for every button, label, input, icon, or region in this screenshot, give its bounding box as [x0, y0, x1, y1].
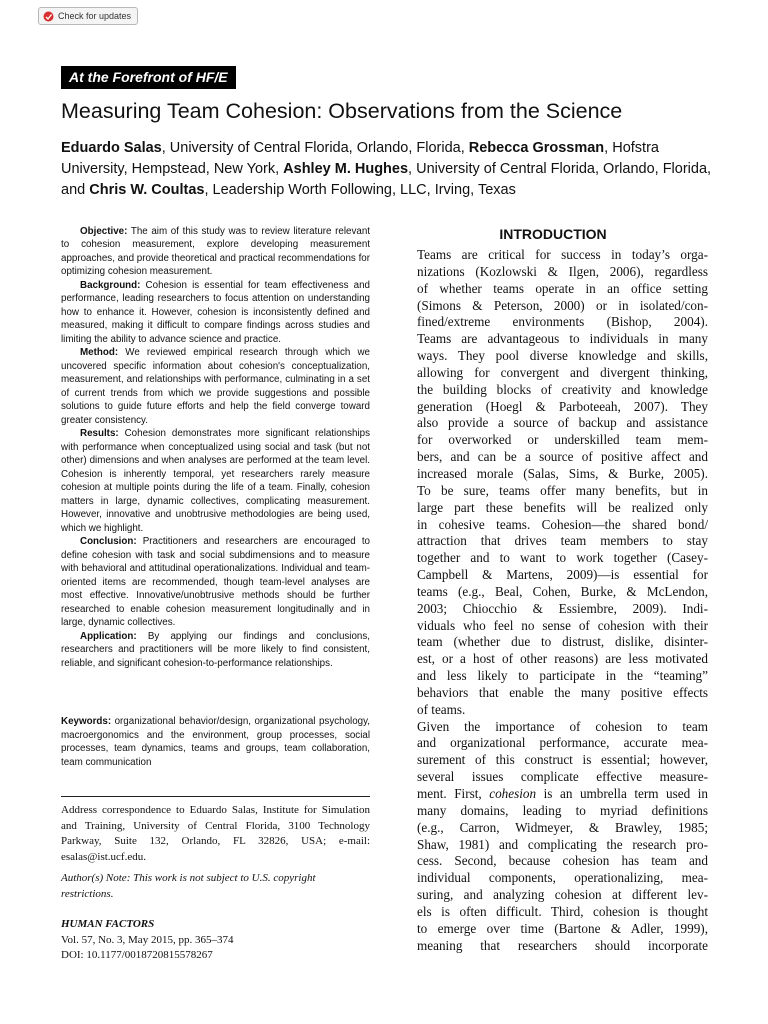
introduction-paragraph-2 [398, 719, 708, 955]
body-text-line: attraction that drives team members to stay [417, 533, 708, 549]
author-name: Ashley M. Hughes [283, 161, 409, 177]
body-text-line: 2003; Chiocchio & Essiembre, 2009). Indi- [417, 600, 708, 616]
abstract-objective [61, 225, 370, 279]
correspondence-address: Address correspondence to Eduardo Salas, Institute for Simulation and Training, University of Central Florida, 3100 Technology Parkway, Suite 132, Orlando, FL 32826, USA; e-mail: esalas@ist.ucf.edu. [61, 804, 370, 863]
body-text-line: several issues complicate effective measure- [417, 769, 708, 785]
abstract-label: Conclusion: [80, 536, 137, 548]
abstract-text: Practitioners and researchers are encouraged to define cohesion with task and social subdimensions and to measure with behavioral and attitudinal operationalizations. Individual and team-oriented items are recommended, though team-level analyses are most effective. Innovative/unobtrusive methods should be further researched to enable cohesion measurement longitudinally and in large, dynamic collectives. [61, 536, 370, 629]
body-text-line: behaviors that enable the many positive effects [417, 684, 708, 700]
abstract-text: We reviewed empirical research through which we uncovered specific information about cohesion's conceptualization, measurement, and relationships with performance, culminating in a set of current trends from which we provide suggestions and possible solutions to guide future efforts and help the field converge toward greater consistency. [61, 347, 370, 426]
body-text-line: Campbell & Martens, 2009)—is essential for [417, 567, 708, 583]
body-text-line: individual components, operationalizing, mea- [417, 870, 708, 886]
abstract-label: Results: [80, 428, 119, 440]
author-list [61, 138, 721, 201]
introduction-body [398, 247, 708, 954]
journal-doi: DOI: 10.1177/0018720815578267 [61, 949, 213, 961]
body-text-fragment: ment. First, [417, 786, 490, 801]
check-for-updates-badge[interactable] [38, 7, 138, 25]
body-text-line: meaning that researchers should incorporate [417, 937, 708, 953]
author-name: Eduardo Salas [61, 140, 162, 156]
abstract-label: Application: [80, 630, 137, 642]
body-text-line: (Simons & Peterson, 2000) or in isolated/con- [417, 297, 708, 313]
body-text-line: viduals who feel no sense of cohesion with their [417, 617, 708, 633]
body-text-line: also provide a source of backup and assistance [417, 415, 708, 431]
author-name: Rebecca Grossman [468, 140, 605, 156]
abstract-application [61, 630, 370, 670]
introduction-paragraph-1 [398, 247, 708, 719]
body-text-line: for overworked or underskilled team mem- [417, 432, 708, 448]
body-text-fragment: is an umbrella term used in [536, 786, 708, 801]
abstract-text: By applying our findings and conclusions, researchers and practitioners will be more likely to find consistent, reliable, and significant cohesion-to-performance relationships. [61, 630, 370, 669]
author-affiliation: , University of Central Florida, Orlando, Florida, and [61, 161, 712, 198]
body-text-line: Given the importance of cohesion to team [417, 718, 708, 734]
body-text-line: together and to want to work together (Casey- [417, 550, 708, 566]
body-text-line: Shaw, 1981) and complicating the research pro- [417, 836, 708, 852]
body-text-line: increased morale (Salas, Sims, & Burke, 2005). [417, 465, 708, 481]
body-text-line: suring, and analyzing cohesion at different lev- [417, 887, 708, 903]
body-text-line: Teams are advantageous to individuals in many [417, 331, 708, 347]
section-tag: At the Forefront of HF/E [61, 66, 236, 89]
abstract-label: Method: [80, 347, 119, 359]
journal-info [61, 917, 370, 964]
body-text-line: To be sure, teams offer many benefits, but in [417, 482, 708, 498]
authors-note: Author(s) Note: This work is not subject to U.S. copyright restrictions. [61, 872, 316, 900]
author-affiliation: , Leadership Worth Following, LLC, Irving, Texas [204, 182, 516, 198]
body-text-line: in cohesive teams. Cohesion—the shared bond/ [417, 516, 708, 532]
body-text-line: surement of this construct is essential; however, [417, 752, 708, 768]
abstract-method [61, 346, 370, 427]
keywords-label: Keywords: [61, 716, 112, 727]
body-text-line: many domains, leading to myriad definitions [417, 802, 708, 818]
body-text-line: ways. They pool diverse knowledge and skills, [417, 348, 708, 364]
author-name: Chris W. Coultas [89, 182, 205, 198]
body-text-line: bers, and can be a source of positive affect and [417, 449, 708, 465]
article-title: Measuring Team Cohesion: Observations from the Science [61, 99, 623, 123]
body-text-line: the building blocks of creativity and knowledge [417, 381, 708, 397]
body-text-line: large part these benefits will be realized only [417, 499, 708, 515]
body-text-emphasis: cohesion [489, 786, 537, 801]
body-text-line: and organizational performance, accurate mea- [417, 735, 708, 751]
journal-volume: Vol. 57, No. 3, May 2015, pp. 365–374 [61, 933, 234, 946]
abstract-text: The aim of this study was to review literature relevant to cohesion measurement, explore developing measurement approaches, and provide theoretical and practical recommendations for optimizing cohesion measurement. [61, 226, 370, 278]
body-text-line: of whether teams operate in an office setting [417, 280, 708, 296]
author-affiliation: , University of Central Florida, Orlando, Florida, [161, 140, 469, 156]
abstract-text: Cohesion is essential for team effectiveness and performance, leading researchers to focus attention on understanding how to enhance it. However, cohesion is inconsistently defined and measured, making it difficult to compare findings across studies and limiting the ability to advance science and practice. [61, 279, 370, 345]
crossmark-icon [43, 11, 54, 22]
journal-name: HUMAN FACTORS [61, 918, 155, 930]
body-text-line: to emerge over time (Bartone & Adler, 1999), [417, 920, 708, 936]
body-text-line: team (whether due to distrust, dislike, disinter- [417, 634, 708, 650]
abstract-conclusion [61, 535, 370, 629]
body-text-line: est, or a host of other reasons) are less motivated [417, 651, 708, 667]
body-text-line: generation (Hoegl & Parboteeah, 2007). They [417, 398, 708, 414]
author-affiliation: , Hofstra University, Hempstead, New York, [61, 140, 659, 177]
abstract-label: Background: [80, 279, 141, 291]
body-text-line: fined/extreme environments (Bishop, 2004). [417, 314, 708, 330]
body-text-line: nizations (Kozlowski & Ilgen, 2006), regardless [417, 263, 708, 279]
body-text-line: of teams. [417, 701, 466, 717]
abstract-background [61, 279, 370, 346]
body-text-line: allowing for convergent and divergent thinking, [417, 364, 708, 380]
keywords-text: organizational behavior/design, organizational psychology, macroergonomics and the environment, group processes, social processes, team dynamics, teams and groups, team collaboration, team communication [61, 716, 370, 768]
abstract [61, 225, 370, 670]
footnote-divider [61, 796, 370, 797]
keywords [61, 715, 370, 769]
check-for-updates-label: Check for updates [58, 11, 132, 21]
body-text-line: teams (e.g., Beal, Cohen, Burke, & McLendon, [417, 583, 708, 599]
body-text-line: cess. Second, because cohesion has team and [417, 853, 708, 869]
abstract-text: Cohesion demonstrates more significant relationships with performance when conceptualized using social and task (but not other) dimensions and when analyses are performed at the team level. Cohesion is inherently temporal, yet researchers rarely measure cohesion at multiple points during the life of a team. Finally, cohesion matters in large, dynamic collectives, complicating measurement. However, innovative and unobtrusive methodologies are being used, which we highlight. [61, 428, 370, 534]
body-text-line: Teams are critical for success in today’s orga- [417, 247, 708, 262]
abstract-label: Objective: [80, 226, 128, 237]
body-text-line [398, 786, 708, 803]
body-text-line: els is often difficult. Third, cohesion is thought [417, 903, 708, 919]
abstract-results [61, 427, 370, 535]
body-text-line: and less likely to participate in the “teaming” [417, 668, 708, 684]
introduction-heading: INTRODUCTION [499, 226, 607, 242]
body-text-line: (e.g., Carron, Widmeyer, & Brawley, 1985; [417, 819, 708, 835]
